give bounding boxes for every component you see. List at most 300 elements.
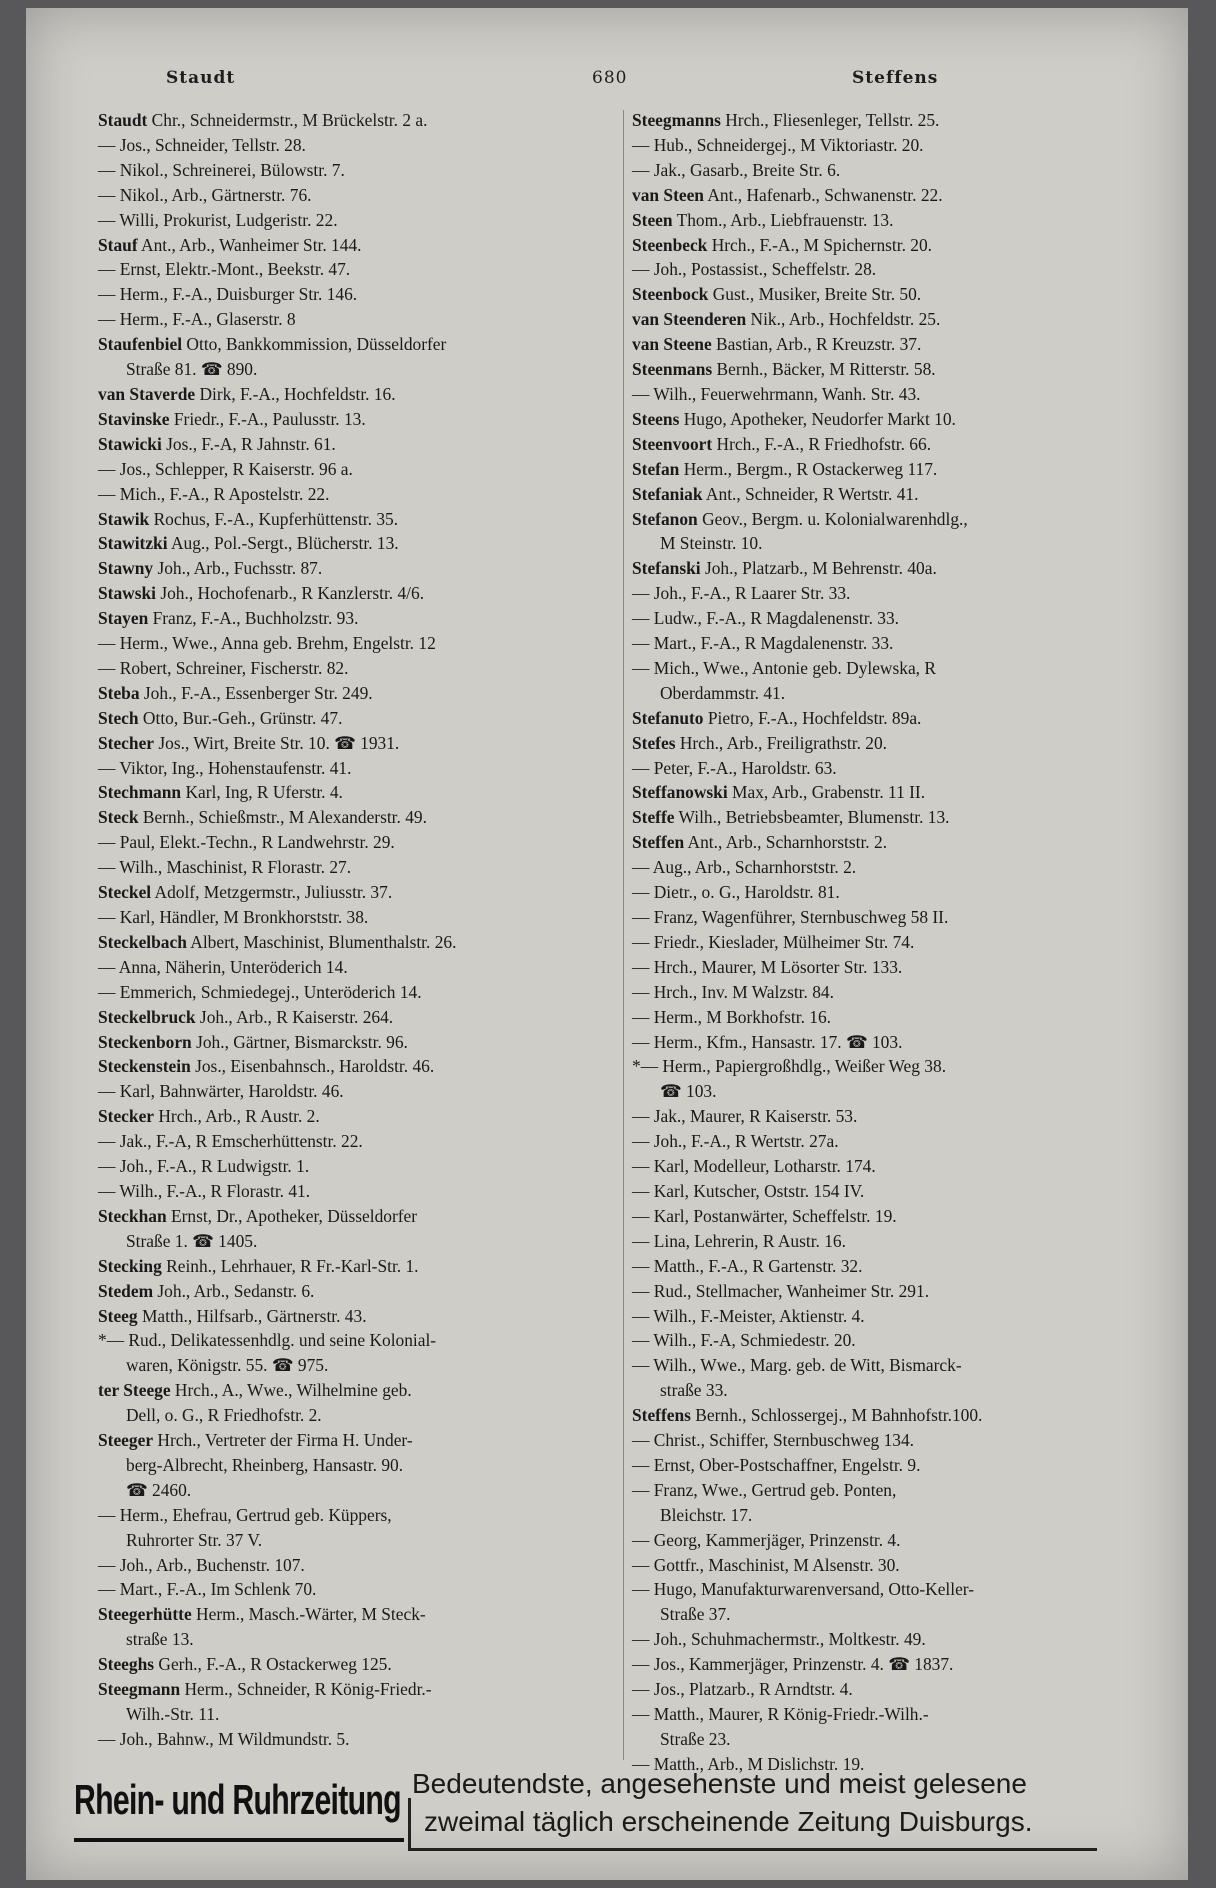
entry-surname: Stefanon <box>632 508 698 529</box>
entry-details: — Karl, Bahnwärter, Haroldstr. 46. <box>98 1081 344 1102</box>
directory-entry <box>632 233 1160 258</box>
directory-entry <box>98 208 618 233</box>
entry-details: *— Rud., Delikatessenhdlg. und seine Kolonial- <box>98 1330 437 1351</box>
directory-entry <box>98 1005 618 1030</box>
directory-entry <box>98 133 618 158</box>
directory-entry <box>98 830 618 855</box>
entry-details: Gust., Musiker, Breite Str. 50. <box>708 284 922 305</box>
entry-details: — Aug., Arb., Scharnhorststr. 2. <box>632 857 857 878</box>
directory-entry <box>98 681 618 706</box>
entry-surname: van Steene <box>632 334 712 355</box>
entry-surname: Stefan <box>632 458 680 479</box>
directory-entry <box>632 930 1160 955</box>
entry-details: Straße 23. <box>660 1728 731 1749</box>
entry-details: Straße 37. <box>660 1604 731 1625</box>
directory-entry <box>98 1428 618 1453</box>
entry-details: — Franz, Wagenführer, Sternbuschweg 58 II. <box>632 907 949 927</box>
entry-surname: Steenbock <box>632 284 709 305</box>
entry-surname: Stawik <box>98 508 150 529</box>
directory-entry <box>632 257 1160 282</box>
entry-details: straße 13. <box>126 1629 194 1650</box>
directory-entry <box>632 1378 1160 1403</box>
entry-details: Hrch., Vertreter der Firma H. Under- <box>153 1430 413 1451</box>
entry-details: — Friedr., Kieslader, Mülheimer Str. 74. <box>632 931 915 952</box>
directory-entry <box>98 158 618 183</box>
entry-surname: Stawitzki <box>98 533 168 554</box>
directory-entry <box>632 756 1160 781</box>
entry-surname: Stecking <box>98 1255 162 1276</box>
entry-details: Bleichstr. 17. <box>660 1504 753 1525</box>
entry-surname: Steeger <box>98 1430 154 1451</box>
directory-entry <box>632 706 1160 731</box>
directory-entry <box>632 1478 1160 1503</box>
directory-entry <box>98 980 618 1005</box>
entry-details: Hrch., Fliesenleger, Tellstr. 25. <box>720 110 940 130</box>
entry-surname: Steckenborn <box>98 1031 192 1052</box>
entry-details: Joh., Platzarb., M Behrenstr. 40a. <box>700 558 937 579</box>
directory-entry <box>632 1627 1160 1652</box>
directory-entry <box>98 382 618 407</box>
directory-entry <box>632 1553 1160 1578</box>
directory-entry <box>632 183 1160 208</box>
entry-details: — Jak., Gasarb., Breite Str. 6. <box>632 159 841 180</box>
entry-details: — Karl, Modelleur, Lotharstr. 174. <box>632 1156 876 1177</box>
directory-entry <box>98 1129 618 1154</box>
entry-surname: Stawski <box>98 583 156 604</box>
entry-details: — Hugo, Manufakturwarenversand, Otto-Keller- <box>632 1579 975 1600</box>
directory-entry <box>98 1403 618 1428</box>
directory-entry <box>632 656 1160 681</box>
entry-details: — Mart., F.-A., Im Schlenk 70. <box>98 1579 317 1600</box>
entry-details: — Anna, Näherin, Unteröderich 14. <box>98 956 348 977</box>
directory-entry <box>632 382 1160 407</box>
directory-entry <box>632 1503 1160 1528</box>
directory-entry <box>98 1503 618 1528</box>
directory-entry <box>632 1279 1160 1304</box>
directory-entry <box>632 1677 1160 1702</box>
entry-details: Joh., F.-A., Essenberger Str. 249. <box>139 682 373 703</box>
entry-surname: Steck <box>98 807 139 828</box>
entry-details: Bernh., Schießmstr., M Alexanderstr. 49. <box>138 807 427 828</box>
entry-details: Gerh., F.-A., R Ostackerweg 125. <box>154 1654 392 1675</box>
entry-surname: Stavinske <box>98 408 170 429</box>
entry-details: Joh., Arb., Sedanstr. 6. <box>153 1280 315 1301</box>
directory-entry <box>98 507 618 532</box>
entry-details: — Herm., F.-A., Glaserstr. 8 <box>98 309 296 330</box>
directory-entry <box>98 955 618 980</box>
directory-entry <box>98 307 618 332</box>
entry-surname: Steeghs <box>98 1654 155 1675</box>
directory-entry <box>632 1428 1160 1453</box>
directory-entry <box>632 1154 1160 1179</box>
directory-entry <box>632 1727 1160 1752</box>
entry-details: Joh., Arb., Fuchsstr. 87. <box>153 558 323 579</box>
right-column <box>632 108 1160 1777</box>
entry-surname: Steffen <box>632 832 685 853</box>
entry-details: — Ernst, Ober-Postschaffner, Engelstr. 9. <box>632 1454 921 1475</box>
entry-details: — Matth., F.-A., R Gartenstr. 32. <box>632 1255 863 1276</box>
directory-entry <box>632 1104 1160 1129</box>
directory-entry <box>98 457 618 482</box>
entry-details: Ant., Schneider, R Wertstr. 41. <box>702 483 919 504</box>
entry-details: — Wilh., F.-A., R Florastr. 41. <box>98 1180 311 1201</box>
entry-details: Bernh., Bäcker, M Ritterstr. 58. <box>712 359 936 380</box>
directory-entry <box>632 1054 1160 1079</box>
entry-surname: Stedem <box>98 1280 154 1301</box>
directory-entry <box>98 407 618 432</box>
entry-details: — Wilh., Maschinist, R Florastr. 27. <box>98 857 352 878</box>
entry-details: — Hrch., Inv. M Walzstr. 84. <box>632 981 834 1002</box>
entry-surname: Stefanuto <box>632 707 704 728</box>
entry-details: Joh., Gärtner, Bismarckstr. 96. <box>191 1031 408 1052</box>
directory-entry <box>98 731 618 756</box>
directory-entry <box>632 1353 1160 1378</box>
entry-surname: Steckel <box>98 882 152 903</box>
directory-entry <box>98 855 618 880</box>
entry-surname: Stawny <box>98 558 154 579</box>
entry-details: — Emmerich, Schmiedegej., Unteröderich 14. <box>98 981 422 1002</box>
entry-details: Otto, Bankkommission, Düsseldorfer <box>182 334 447 355</box>
entry-details: — Robert, Schreiner, Fischerstr. 82. <box>98 657 349 678</box>
entry-surname: Steffens <box>632 1405 691 1426</box>
directory-entry <box>98 1652 618 1677</box>
entry-details: Karl, Ing, R Uferstr. 4. <box>181 782 343 803</box>
entry-details: ☎ 2460. <box>126 1479 192 1500</box>
entry-surname: Steba <box>98 682 140 703</box>
directory-entry <box>632 980 1160 1005</box>
entry-details: M Steinstr. 10. <box>660 533 763 554</box>
entry-details: Aug., Pol.-Sergt., Blücherstr. 13. <box>167 533 399 554</box>
entry-details: Ernst, Dr., Apotheker, Düsseldorfer <box>166 1205 418 1226</box>
entry-details: — Mart., F.-A., R Magdalenenstr. 33. <box>632 633 894 654</box>
entry-details: Pietro, F.-A., Hochfeldstr. 89a. <box>703 707 922 728</box>
entry-details: Hrch., F.-A., M Spichernstr. 20. <box>707 234 933 255</box>
directory-entry <box>98 432 618 457</box>
entry-surname: Stefaniak <box>632 483 703 504</box>
directory-entry <box>632 731 1160 756</box>
entry-details: berg-Albrecht, Rheinberg, Hansastr. 90. <box>126 1454 404 1475</box>
directory-entry <box>98 1279 618 1304</box>
directory-entry <box>98 1353 618 1378</box>
directory-entry <box>98 1204 618 1229</box>
entry-surname: Stecker <box>98 1106 155 1127</box>
directory-entry <box>632 133 1160 158</box>
entry-details: — Wilh., F.-Meister, Aktienstr. 4. <box>632 1305 865 1326</box>
directory-entry <box>98 805 618 830</box>
entry-details: — Karl, Postanwärter, Scheffelstr. 19. <box>632 1205 897 1226</box>
directory-entry <box>98 332 618 357</box>
directory-entry <box>632 1577 1160 1602</box>
entry-surname: Staudt <box>98 110 148 130</box>
header-left-keyword: Staudt <box>166 68 236 88</box>
entry-surname: van Steenderen <box>632 309 747 330</box>
directory-entry <box>632 581 1160 606</box>
entry-details: Geov., Bergm. u. Kolonialwarenhdlg., <box>697 508 968 529</box>
directory-entry <box>98 1528 618 1553</box>
entry-details: — Dietr., o. G., Haroldstr. 81. <box>632 882 840 903</box>
directory-entry <box>98 706 618 731</box>
entry-surname: Steckhan <box>98 1205 167 1226</box>
entry-surname: Stayen <box>98 608 149 629</box>
entry-details: — Hrch., Maurer, M Lösorter Str. 133. <box>632 956 903 977</box>
directory-entry <box>632 830 1160 855</box>
directory-entry <box>632 1328 1160 1353</box>
entry-details: — Jos., Kammerjäger, Prinzenstr. 4. ☎ 1837. <box>632 1654 954 1675</box>
entry-details: Herm., Schneider, R König-Friedr.- <box>180 1679 432 1700</box>
directory-entry <box>632 531 1160 556</box>
entry-details: — Joh., F.-A., R Ludwigstr. 1. <box>98 1156 310 1177</box>
entry-surname: ter Steege <box>98 1380 171 1401</box>
directory-entry <box>632 208 1160 233</box>
entry-details: — Joh., Bahnw., M Wildmundstr. 5. <box>98 1728 350 1749</box>
directory-entry <box>98 1154 618 1179</box>
directory-entry <box>98 1179 618 1204</box>
directory-entry <box>632 1079 1160 1104</box>
directory-entry <box>632 1403 1160 1428</box>
entry-details: — Jak., Maurer, R Kaiserstr. 53. <box>632 1106 858 1127</box>
entry-surname: Stefanski <box>632 558 701 579</box>
entry-surname: Stecher <box>98 732 155 753</box>
entry-details: — Wilh., Wwe., Marg. geb. de Witt, Bismarck- <box>632 1355 962 1376</box>
entry-details: — Mich., F.-A., R Apostelstr. 22. <box>98 483 330 504</box>
directory-entry <box>98 756 618 781</box>
directory-entry <box>98 905 618 930</box>
entry-details: — Jos., Schlepper, R Kaiserstr. 96 a. <box>98 458 353 479</box>
directory-entry <box>632 1030 1160 1055</box>
entry-surname: Steegmanns <box>632 110 721 130</box>
entry-details: Joh., Hochofenarb., R Kanzlerstr. 4/6. <box>156 583 425 604</box>
entry-details: — Herm., Kfm., Hansastr. 17. ☎ 103. <box>632 1031 903 1052</box>
entry-details: Otto, Bur.-Geh., Grünstr. 47. <box>138 707 343 728</box>
entry-details: Nik., Arb., Hochfeldstr. 25. <box>746 309 941 330</box>
entry-details: — Joh., Schuhmachermstr., Moltkestr. 49. <box>632 1629 926 1650</box>
entry-details: Hrch., Arb., Freiligrathstr. 20. <box>675 732 888 753</box>
directory-entry <box>98 1577 618 1602</box>
entry-surname: Steffe <box>632 807 675 828</box>
directory-entry <box>632 482 1160 507</box>
entry-details: waren, Königstr. 55. ☎ 975. <box>126 1355 329 1376</box>
entry-surname: Staufenbiel <box>98 334 183 355</box>
entry-surname: Steenvoort <box>632 433 713 454</box>
entry-details: Ant., Hafenarb., Schwanenstr. 22. <box>703 184 943 205</box>
entry-details: Ant., Arb., Scharnhorststr. 2. <box>684 832 888 853</box>
directory-entry <box>98 1254 618 1279</box>
directory-entry <box>632 108 1160 133</box>
directory-entry <box>98 1328 618 1353</box>
entry-details: Herm., Masch.-Wärter, M Steck- <box>191 1604 426 1625</box>
entry-details: Bernh., Schlossergej., M Bahnhofstr.100. <box>690 1405 983 1426</box>
column-divider <box>623 110 624 1760</box>
header-right-keyword: Steffens <box>852 68 939 88</box>
entry-details: — Nikol., Arb., Gärtnerstr. 76. <box>98 184 312 205</box>
advertisement-slogan-line1: Bedeutendste, angesehenste und meist gelesene <box>412 1768 1027 1799</box>
entry-details: Max, Arb., Grabenstr. 11 II. <box>727 782 926 803</box>
directory-entry <box>98 257 618 282</box>
entry-details: — Wilh., Feuerwehrmann, Wanh. Str. 43. <box>632 383 921 404</box>
directory-entry <box>632 1254 1160 1279</box>
entry-details: Hrch., A., Wwe., Wilhelmine geb. <box>170 1380 412 1401</box>
directory-entry <box>98 482 618 507</box>
directory-entry <box>632 805 1160 830</box>
entry-details: Hugo, Apotheker, Neudorfer Markt 10. <box>679 408 956 429</box>
entry-surname: Stefes <box>632 732 676 753</box>
directory-entry <box>98 531 618 556</box>
entry-details: Ruhrorter Str. 37 V. <box>126 1529 263 1550</box>
entry-details: — Gottfr., Maschinist, M Alsenstr. 30. <box>632 1554 900 1575</box>
entry-details: Joh., Arb., R Kaiserstr. 264. <box>195 1006 394 1027</box>
directory-entry <box>632 880 1160 905</box>
directory-entry <box>632 1528 1160 1553</box>
directory-entry <box>632 432 1160 457</box>
directory-entry <box>98 282 618 307</box>
directory-entry <box>98 233 618 258</box>
entry-surname: Stechmann <box>98 782 182 803</box>
directory-entry <box>98 1378 618 1403</box>
directory-entry <box>98 780 618 805</box>
directory-entry <box>632 1129 1160 1154</box>
directory-entry <box>632 407 1160 432</box>
directory-entry <box>632 307 1160 332</box>
entry-details: — Viktor, Ing., Hohenstaufenstr. 41. <box>98 757 352 778</box>
entry-details: Wilh., Betriebsbeamter, Blumenstr. 13. <box>674 807 950 828</box>
entry-details: Bastian, Arb., R Kreuzstr. 37. <box>711 334 922 355</box>
entry-details: straße 33. <box>660 1380 728 1401</box>
entry-details: Matth., Hilfsarb., Gärtnerstr. 43. <box>137 1305 367 1326</box>
directory-entry <box>98 1030 618 1055</box>
page-number: 680 <box>592 68 628 88</box>
directory-entry <box>98 1727 618 1752</box>
directory-entry <box>632 357 1160 382</box>
entry-details: Albert, Maschinist, Blumenthalstr. 26. <box>186 931 457 952</box>
entry-surname: Stawicki <box>98 433 162 454</box>
directory-entry <box>98 880 618 905</box>
entry-details: — Rud., Stellmacher, Wanheimer Str. 291. <box>632 1280 930 1301</box>
entry-details: — Karl, Kutscher, Oststr. 154 IV. <box>632 1180 865 1201</box>
directory-entry <box>98 1627 618 1652</box>
entry-details: — Herm., Ehefrau, Gertrud geb. Küppers, <box>98 1504 392 1525</box>
directory-entry <box>632 855 1160 880</box>
entry-details: Adolf, Metzgermstr., Juliusstr. 37. <box>151 882 393 903</box>
entry-details: Hrch., Arb., R Austr. 2. <box>154 1106 320 1127</box>
entry-details: Ant., Arb., Wanheimer Str. 144. <box>137 234 362 255</box>
entry-details: — Herm., M Borkhofstr. 16. <box>632 1006 832 1027</box>
advertisement-rule <box>74 1838 404 1842</box>
advertisement-slogan-line2: zweimal täglich erscheinende Zeitung Duisburgs. <box>424 1806 1033 1837</box>
directory-entry <box>632 606 1160 631</box>
directory-entry <box>98 1478 618 1503</box>
directory-entry <box>632 1652 1160 1677</box>
directory-entry <box>632 905 1160 930</box>
entry-details: — Matth., Maurer, R König-Friedr.-Wilh.- <box>632 1704 929 1724</box>
directory-entry <box>632 457 1160 482</box>
directory-entry <box>98 606 618 631</box>
entry-details: Dirk, F.-A., Hochfeldstr. 16. <box>195 383 396 404</box>
entry-details: Herm., Bergm., R Ostackerweg 117. <box>679 458 938 479</box>
directory-entry <box>632 556 1160 581</box>
entry-details: Jos., F.-A, R Jahnstr. 61. <box>161 433 336 454</box>
entry-surname: Steens <box>632 408 680 429</box>
entry-details: — Peter, F.-A., Haroldstr. 63. <box>632 757 837 778</box>
directory-entry <box>98 1602 618 1627</box>
directory-entry <box>98 1702 618 1727</box>
directory-entry <box>98 1553 618 1578</box>
entry-details: ☎ 103. <box>660 1081 717 1102</box>
directory-entry <box>98 183 618 208</box>
directory-entry <box>98 930 618 955</box>
directory-entry <box>98 1304 618 1329</box>
entry-details: — Herm., F.-A., Duisburger Str. 146. <box>98 284 358 305</box>
entry-details: — Wilh., F.-A, Schmiedestr. 20. <box>632 1330 856 1351</box>
entry-surname: Steckelbach <box>98 931 187 952</box>
entry-details: Chr., Schneidermstr., M Brückelstr. 2 a. <box>147 110 428 130</box>
left-column <box>98 108 618 1752</box>
entry-details: Friedr., F.-A., Paulusstr. 13. <box>169 408 366 429</box>
entry-surname: Steegmann <box>98 1679 181 1700</box>
entry-details: — Hub., Schneidergej., M Viktoriastr. 20. <box>632 134 924 155</box>
directory-entry <box>632 1179 1160 1204</box>
entry-surname: Stech <box>98 707 139 728</box>
entry-surname: Steenmans <box>632 359 713 380</box>
directory-entry <box>632 1229 1160 1254</box>
directory-page <box>26 8 1188 1880</box>
directory-entry <box>632 1005 1160 1030</box>
entry-details: Dell, o. G., R Friedhofstr. 2. <box>126 1405 322 1426</box>
directory-entry <box>632 681 1160 706</box>
entry-surname: Stauf <box>98 234 138 255</box>
entry-details: — Willi, Prokurist, Ludgeristr. 22. <box>98 209 338 230</box>
entry-surname: Steeg <box>98 1305 138 1326</box>
directory-entry <box>632 1304 1160 1329</box>
entry-details: Jos., Wirt, Breite Str. 10. ☎ 1931. <box>154 732 400 753</box>
directory-entry <box>98 631 618 656</box>
directory-entry <box>98 1229 618 1254</box>
directory-entry <box>98 1054 618 1079</box>
entry-details: — Ernst, Elektr.-Mont., Beekstr. 47. <box>98 259 351 280</box>
entry-surname: Steegerhütte <box>98 1604 192 1625</box>
entry-details: — Paul, Elekt.-Techn., R Landwehrstr. 29. <box>98 832 395 853</box>
entry-details: — Jak., F.-A, R Emscherhüttenstr. 22. <box>98 1131 363 1152</box>
entry-details: — Franz, Wwe., Gertrud geb. Ponten, <box>632 1479 897 1500</box>
directory-entry <box>632 1702 1160 1727</box>
directory-entry <box>632 1453 1160 1478</box>
entry-details: — Joh., F.-A., R Laarer Str. 33. <box>632 583 851 604</box>
entry-details: Hrch., F.-A., R Friedhofstr. 66. <box>712 433 932 454</box>
entry-surname: van Steen <box>632 184 704 205</box>
entry-details: — Karl, Händler, M Bronkhorststr. 38. <box>98 907 369 927</box>
directory-entry <box>632 631 1160 656</box>
directory-entry <box>98 656 618 681</box>
entry-surname: Steckelbruck <box>98 1006 196 1027</box>
entry-details: — Joh., F.-A., R Wertstr. 27a. <box>632 1131 839 1152</box>
directory-entry <box>632 1602 1160 1627</box>
directory-entry <box>632 507 1160 532</box>
directory-entry <box>98 1104 618 1129</box>
directory-entry <box>98 581 618 606</box>
directory-entry <box>98 556 618 581</box>
entry-surname: Steenbeck <box>632 234 708 255</box>
entry-surname: Steffanowski <box>632 782 728 803</box>
entry-details: Rochus, F.-A., Kupferhüttenstr. 35. <box>149 508 399 529</box>
directory-entry <box>98 357 618 382</box>
entry-details: Reinh., Lehrhauer, R Fr.-Karl-Str. 1. <box>161 1255 419 1276</box>
directory-entry <box>98 108 618 133</box>
entry-details: Wilh.-Str. 11. <box>126 1704 220 1724</box>
directory-entry <box>632 282 1160 307</box>
entry-details: *— Herm., Papiergroßhdlg., Weißer Weg 38. <box>632 1056 947 1077</box>
entry-surname: Steckenstein <box>98 1056 191 1077</box>
entry-details: — Joh., Postassist., Scheffelstr. 28. <box>632 259 877 280</box>
directory-entry <box>632 1204 1160 1229</box>
